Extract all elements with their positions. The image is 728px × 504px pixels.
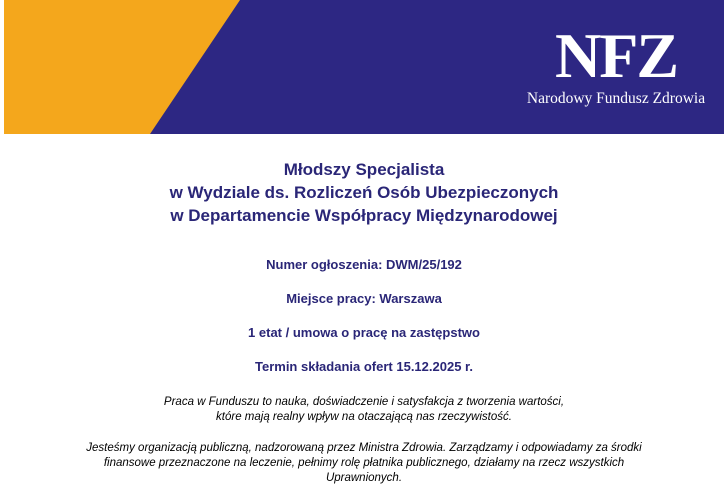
intro-line: Jesteśmy organizacją publiczną, nadzorowaną przez Ministra Zdrowia. Zarządzamy i odpowiadamy za środki: [86, 442, 642, 454]
job-title: [0, 158, 728, 227]
intro-paragraph-2: [0, 441, 728, 486]
header-banner: [4, 0, 724, 134]
logo-mark: NFZ: [555, 20, 677, 91]
work-location: Miejsce pracy: Warszawa: [286, 291, 442, 306]
job-title-line: Młodszy Specjalista: [283, 160, 445, 179]
intro-line: finansowe przeznaczone na leczenie, pełnimy rolę płatnika publicznego, działamy na rzecz wszystkich: [103, 457, 625, 469]
intro-paragraph-1: [0, 395, 728, 425]
intro-line: które mają realny wpływ na otaczającą nas rzeczywistość.: [216, 411, 512, 423]
application-deadline: Termin składania ofert 15.12.2025 r.: [255, 359, 473, 374]
intro-line: Uprawnionych.: [325, 472, 403, 484]
employment-type: 1 etat / umowa o pracę na zastępstwo: [248, 325, 480, 340]
job-announcement: [0, 158, 728, 486]
logo-subtitle: Narodowy Fundusz Zdrowia: [526, 90, 706, 107]
intro-line: Praca w Funduszu to nauka, doświadczenie i satysfakcja z tworzenia wartości,: [163, 396, 565, 408]
announcement-number: Numer ogłoszenia: DWM/25/192: [266, 257, 462, 272]
nfz-logo: [526, 20, 706, 108]
job-title-line: w Wydziale ds. Rozliczeń Osób Ubezpieczonych: [169, 183, 559, 202]
job-title-line: w Departamencie Współpracy Międzynarodowej: [170, 206, 558, 225]
